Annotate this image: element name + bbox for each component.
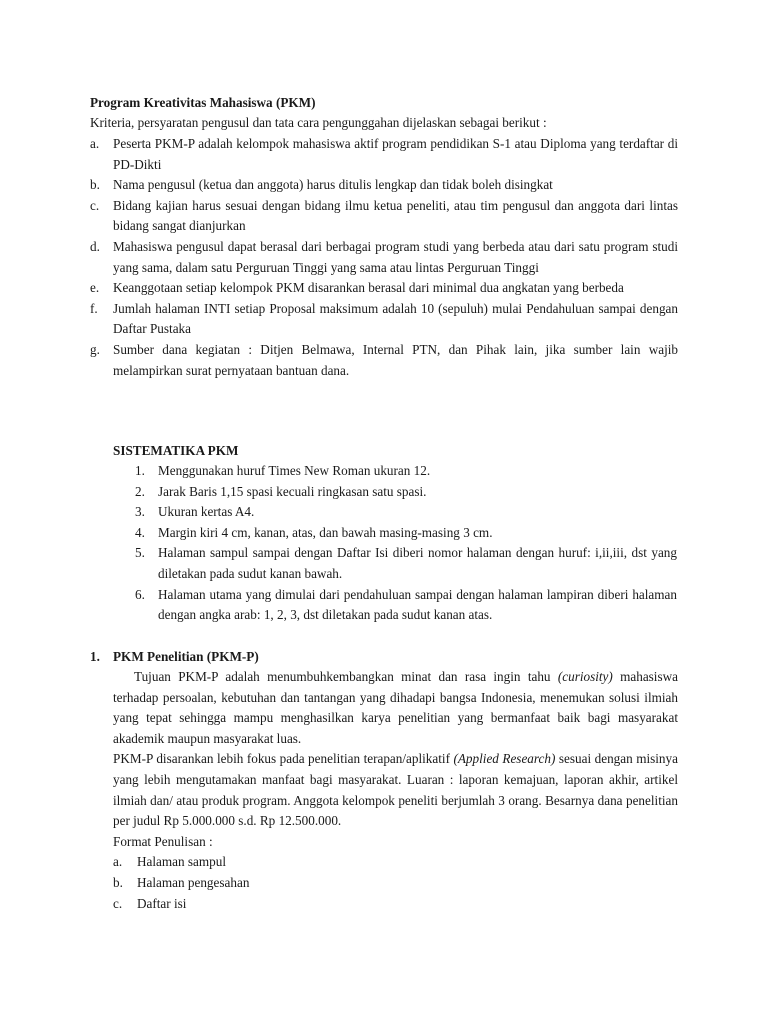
list-marker: 1. — [135, 463, 145, 478]
format-item — [113, 873, 678, 894]
criteria-text: Peserta PKM-P adalah kelompok mahasiswa aktif program pendidikan S-1 atau Diploma yang terdaftar di PD-Dikti — [113, 136, 678, 172]
sistematika-text: Menggunakan huruf Times New Roman ukuran 12. — [158, 463, 431, 478]
section-paragraph — [113, 667, 678, 749]
format-list — [113, 852, 678, 914]
sistematika-item — [113, 482, 677, 503]
paragraph-text: Tujuan PKM-P adalah menumbuhkembangkan minat dan rasa ingin tahu — [134, 669, 558, 684]
list-marker: f. — [90, 300, 98, 316]
criteria-text: Jumlah halaman INTI setiap Proposal maksimum adalah 10 (sepuluh) mulai Pendahuluan sampai dengan Daftar Pustaka — [113, 300, 678, 337]
intro-text: Kriteria, persyaratan pengusul dan tata cara pengunggahan dijelaskan sebagai berikut : — [90, 115, 547, 130]
italic-term: (Applied Research) — [453, 751, 556, 767]
list-marker: 2. — [135, 483, 145, 499]
list-marker: g. — [90, 341, 100, 357]
criteria-text: Sumber dana kegiatan : Ditjen Belmawa, Internal PTN, dan Pihak lain, jika sumber lain wajib melampirkan surat pernyataan bantuan dana. — [113, 341, 678, 378]
criteria-text: Nama pengusul (ketua dan anggota) harus ditulis lengkap dan tidak boleh disingkat — [113, 177, 553, 193]
sistematika-text: Jarak Baris 1,15 spasi kecuali ringkasan satu spasi. — [158, 483, 427, 499]
paragraph-text: sesuai dengan misinya yang lebih mengutamakan manfaat bagi masyarakat. Luaran : laporan kemajuan, laporan akhir, artikel ilmiah dan/ atau produk program. Anggota kelompok peneliti berjumlah 3 orang. Besarnya dana penelitian per judul Rp 5.000.000 s.d. Rp 12.500.000. — [113, 751, 678, 829]
list-marker: 4. — [135, 524, 145, 540]
criteria-item — [90, 278, 678, 299]
sistematika-item — [113, 502, 677, 523]
sistematika-text: Halaman utama yang dimulai dari pendahuluan sampai dengan halaman lampiran diberi halaman dengan angka arab: 1, 2, 3, dst diletakan pada sudut kanan atas. — [158, 586, 677, 623]
paragraph-text: mahasiswa terhadap persoalan, kebutuhan dan tantangan yang dihadapi bangsa Indonesia, menemukan solusi ilmiah yang tepat sehingga mampu menghasilkan karya penelitian yang bermanfaat baik bagi masyarakat akademik maupun masyarakat luas. — [113, 669, 678, 746]
section-title: PKM Penelitian (PKM-P) — [113, 649, 259, 664]
list-marker: 6. — [135, 586, 145, 602]
sistematika-item — [113, 523, 677, 544]
criteria-item — [90, 299, 678, 340]
list-marker: a. — [113, 854, 123, 870]
format-text: Daftar isi — [137, 895, 187, 911]
format-text: Halaman pengesahan — [137, 874, 250, 890]
list-marker: e. — [90, 280, 100, 296]
criteria-text: Keanggotaan setiap kelompok PKM disarankan berasal dari minimal dua angkatan yang berbeda — [113, 280, 624, 296]
sistematika-text: Halaman sampul sampai dengan Daftar Isi diberi nomor halaman dengan huruf: i,ii,iii, dst yang diletakan pada sudut kanan bawah. — [158, 545, 677, 581]
criteria-item — [90, 340, 678, 381]
criteria-list — [90, 134, 678, 381]
sistematika-list — [113, 461, 677, 626]
sistematika-item — [113, 461, 677, 482]
list-marker: c. — [90, 197, 100, 213]
format-item — [113, 852, 678, 873]
sistematika-text: Margin kiri 4 cm, kanan, atas, dan bawah masing-masing 3 cm. — [158, 524, 493, 540]
list-marker: b. — [90, 177, 100, 193]
sistematika-item — [113, 543, 677, 584]
criteria-item — [90, 237, 678, 278]
criteria-text: Bidang kajian harus sesuai dengan bidang ilmu ketua peneliti, atau tim pengusul dan anggota dari lintas bidang sangat dianjurkan — [113, 197, 678, 234]
italic-term: (curiosity) — [557, 669, 613, 684]
list-marker: b. — [113, 874, 123, 890]
list-marker: a. — [90, 136, 100, 151]
sistematika-text: Ukuran kertas A4. — [158, 504, 255, 520]
criteria-text: Mahasiswa pengusul dapat berasal dari berbagai program studi yang berbeda atau dari satu program studi yang sama, dalam satu Perguruan Tinggi yang sama atau lintas Perguruan Tinggi — [113, 238, 678, 275]
format-label: Format Penulisan : — [113, 833, 213, 849]
criteria-item — [90, 134, 678, 175]
section-paragraph — [113, 749, 678, 831]
criteria-item — [90, 196, 678, 237]
section-number: 1. — [90, 649, 100, 664]
list-marker: 3. — [135, 504, 145, 520]
format-text: Halaman sampul — [137, 854, 226, 870]
section-heading — [90, 647, 259, 668]
section-body — [113, 667, 678, 914]
paragraph-text: PKM-P disarankan lebih fokus pada penelitian terapan/aplikatif — [113, 751, 454, 767]
sistematika-item — [113, 585, 677, 626]
list-marker: c. — [113, 895, 123, 911]
list-marker: 5. — [135, 545, 145, 561]
document-title: Program Kreativitas Mahasiswa (PKM) — [90, 95, 316, 110]
sistematika-heading: SISTEMATIKA PKM — [113, 443, 239, 458]
criteria-item — [90, 175, 678, 196]
format-item — [113, 894, 678, 915]
list-marker: d. — [90, 238, 100, 254]
